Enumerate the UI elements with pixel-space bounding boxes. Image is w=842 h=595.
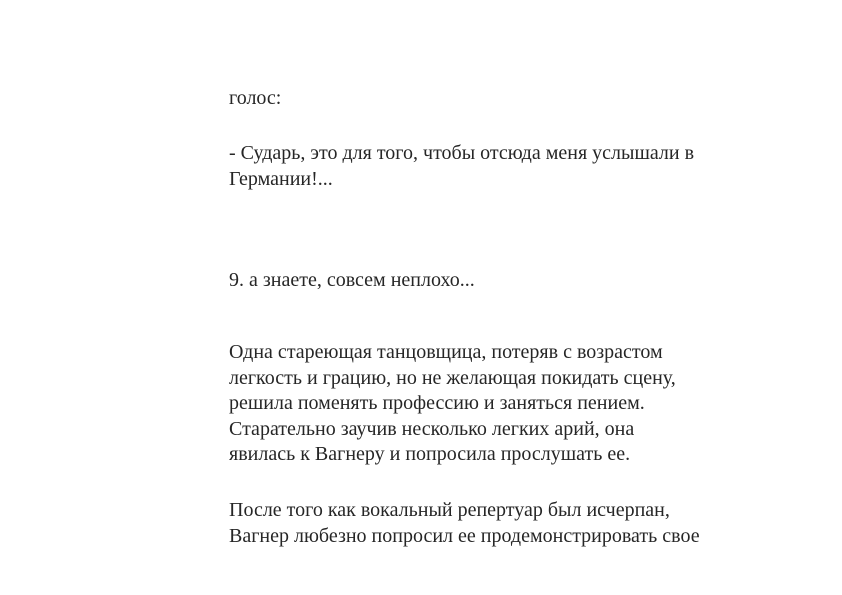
text-line: После того как вокальный репертуар был исчерпан,	[229, 499, 670, 521]
paragraph-quote	[229, 141, 809, 192]
heading-text: 9. а знаете, совсем неплохо...	[229, 269, 475, 291]
paragraph-story	[229, 340, 809, 468]
paragraph-voice	[229, 86, 809, 112]
text-line: решила поменять профессию и заняться пением.	[229, 392, 645, 414]
text-line: явилась к Вагнеру и попросила прослушать ее.	[229, 443, 631, 465]
text-line: Старательно заучив несколько легких арий, она	[229, 417, 635, 440]
paragraph-continuation	[229, 498, 809, 549]
text-line: Германии!...	[229, 167, 333, 190]
text-line: легкость и грацию, но не желающая покидать сцену,	[229, 366, 676, 389]
section-heading	[229, 268, 809, 294]
text-line: голос:	[229, 87, 282, 109]
text-line: Вагнер любезно попросил ее продемонстрировать свое	[229, 524, 700, 547]
text-line: Одна стареющая танцовщица, потеряв с возрастом	[229, 341, 663, 363]
text-line: - Сударь, это для того, чтобы отсюда меня услышали в	[229, 142, 695, 164]
